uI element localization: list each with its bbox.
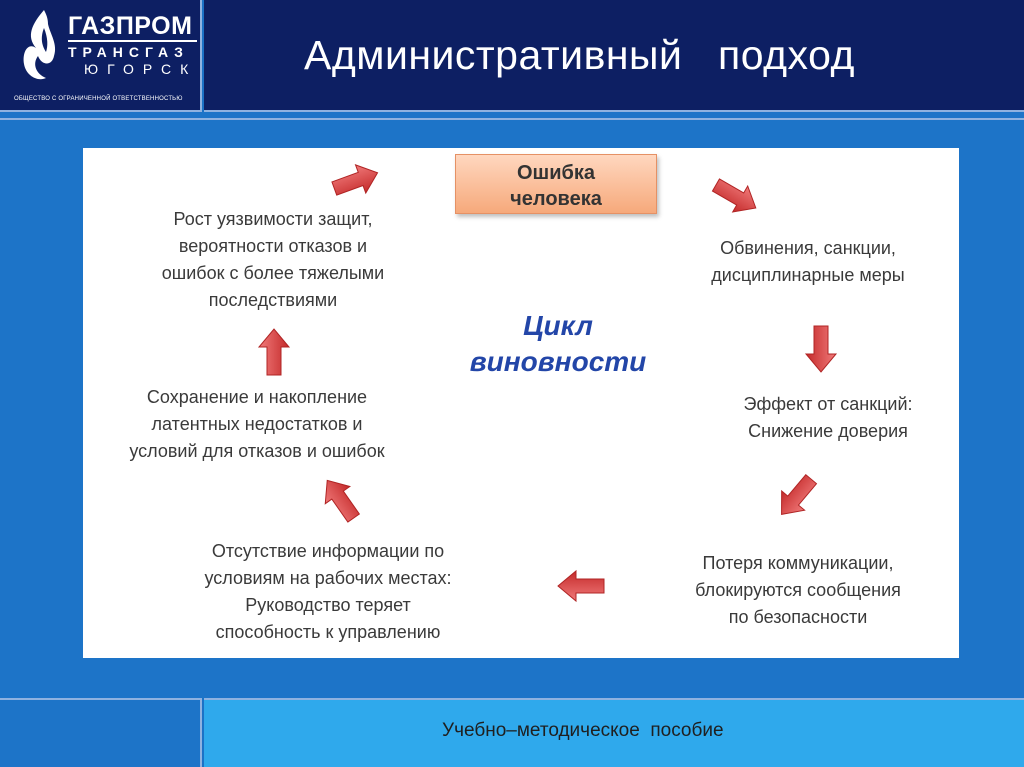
node-vulnerability-growth bbox=[123, 206, 423, 314]
human-error-line-1: Ошибка bbox=[516, 162, 595, 184]
node-line: Обвинения, санкции, bbox=[720, 238, 896, 258]
human-error-line-2: человека bbox=[510, 188, 602, 210]
footer-bar bbox=[204, 698, 1024, 767]
logo-city: ЮГОРСК bbox=[84, 60, 198, 77]
page-title: Административный подход bbox=[304, 32, 855, 78]
node-line: Эффект от санкций: bbox=[743, 394, 913, 414]
logo-panel bbox=[0, 0, 202, 112]
logo-brand: ГАЗПРОМ bbox=[68, 11, 193, 40]
node-line: Рост уязвимости защит, bbox=[173, 209, 373, 229]
node-line: дисциплинарные меры bbox=[711, 265, 905, 285]
node-blame-sanctions bbox=[668, 235, 948, 289]
node-line: вероятности отказов и bbox=[178, 236, 368, 256]
footer-left-panel bbox=[0, 698, 202, 767]
cycle-title-line-1: Цикл bbox=[523, 310, 593, 341]
human-error-box bbox=[455, 154, 657, 214]
node-line: Руководство теряет bbox=[245, 595, 411, 615]
cycle-title-line-2: виновности bbox=[469, 346, 647, 377]
node-line: Сохранение и накопление bbox=[146, 387, 368, 407]
node-line: последствиями bbox=[208, 290, 338, 310]
arrow-right-lower bbox=[770, 470, 823, 525]
node-missing-information bbox=[163, 538, 493, 646]
node-line: латентных недостатков и bbox=[151, 414, 363, 434]
arrow-right-upper bbox=[806, 326, 836, 372]
node-line: условий для отказов и ошибок bbox=[129, 441, 385, 461]
arrow-left-upper bbox=[259, 329, 289, 375]
node-line: ошибок с более тяжелыми bbox=[161, 263, 385, 283]
content-divider bbox=[0, 118, 1024, 120]
node-sanction-effect bbox=[703, 391, 953, 445]
logo-subtitle: ТРАНСГАЗ bbox=[68, 40, 197, 60]
node-line: по безопасности bbox=[728, 607, 868, 627]
footer-text: Учебно–методическое пособие bbox=[442, 720, 724, 741]
header-bar bbox=[204, 0, 1024, 112]
node-line: блокируются сообщения bbox=[695, 580, 901, 600]
node-line: Потеря коммуникации, bbox=[702, 553, 894, 573]
cycle-title bbox=[423, 308, 693, 380]
node-line: Снижение доверия bbox=[748, 421, 908, 441]
node-line: способность к управлению bbox=[215, 622, 441, 642]
arrow-bottom bbox=[558, 571, 604, 601]
logo-caption: ОБЩЕСТВО С ОГРАНИЧЕННОЙ ОТВЕТСТВЕННОСТЬЮ bbox=[14, 96, 183, 102]
node-line: условиям на рабочих местах: bbox=[204, 568, 452, 588]
node-communication-loss bbox=[648, 550, 948, 631]
arrow-top-right bbox=[708, 172, 763, 221]
node-line: Отсутствие информации по bbox=[211, 541, 445, 561]
company-logo[interactable] bbox=[14, 8, 197, 82]
node-latent-defects bbox=[87, 384, 427, 465]
blame-cycle-diagram bbox=[83, 148, 959, 658]
arrow-left-lower bbox=[315, 472, 366, 527]
arrow-top-left bbox=[329, 159, 382, 203]
gazprom-flame-icon bbox=[14, 8, 64, 82]
